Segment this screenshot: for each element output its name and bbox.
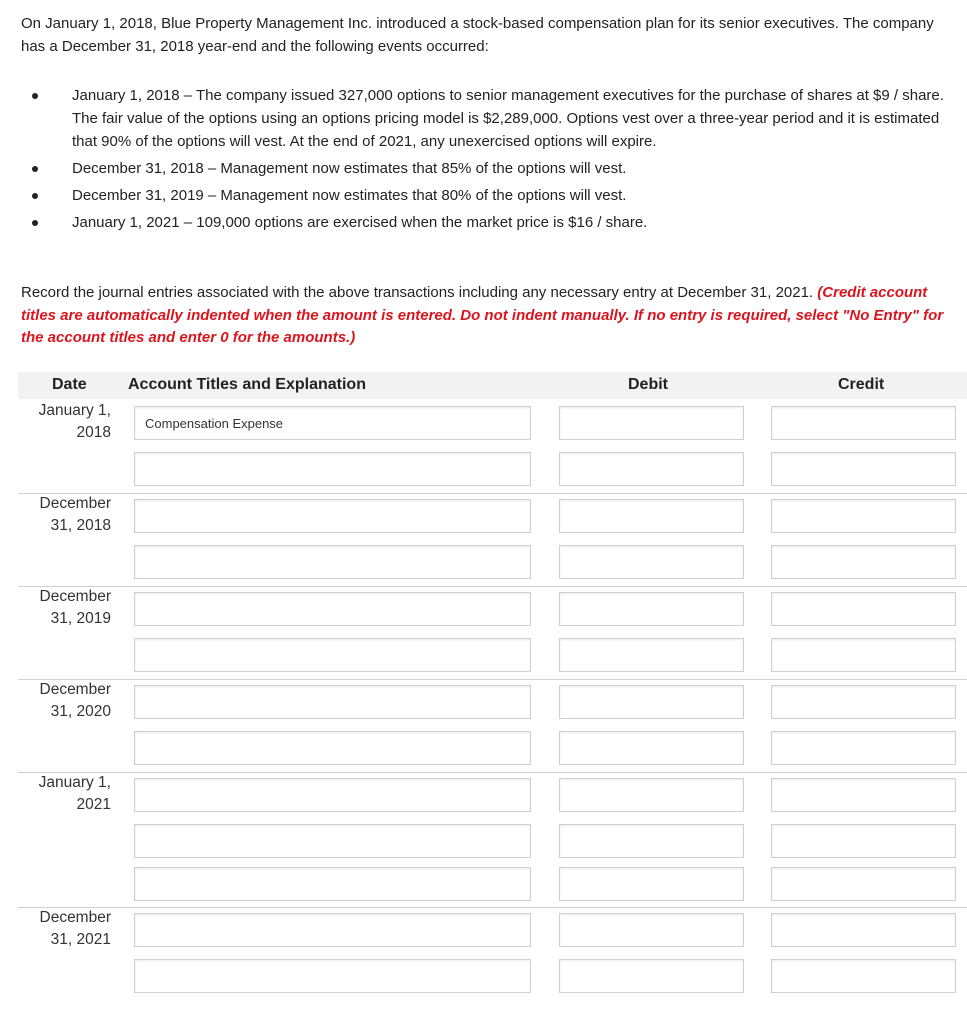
bullet-icon bbox=[32, 93, 38, 99]
account-title-input[interactable] bbox=[134, 452, 531, 486]
account-title-input[interactable] bbox=[134, 406, 531, 440]
journal-row bbox=[18, 824, 967, 858]
instructions-warning: (Credit account titles are automatically indented when the amount is entered. Do not indent manually. If no entry is required, select "No Entry" for the account titles and enter 0 for the amounts.) bbox=[21, 284, 944, 346]
entry-date-line1: December bbox=[39, 495, 111, 512]
journal-row bbox=[18, 778, 967, 812]
journal-row bbox=[18, 959, 967, 993]
entry-date-line1: December bbox=[39, 588, 111, 605]
account-title-input[interactable] bbox=[134, 592, 531, 626]
header-debit: Debit bbox=[628, 376, 668, 393]
event-list bbox=[0, 84, 967, 238]
account-title-input[interactable] bbox=[134, 731, 531, 765]
event-item bbox=[0, 184, 957, 207]
entry-date-line2: 2021 bbox=[76, 796, 111, 813]
debit-input[interactable] bbox=[559, 545, 744, 579]
debit-input[interactable] bbox=[559, 499, 744, 533]
credit-input[interactable] bbox=[771, 685, 956, 719]
debit-input[interactable] bbox=[559, 959, 744, 993]
credit-input[interactable] bbox=[771, 913, 956, 947]
account-title-input[interactable] bbox=[134, 638, 531, 672]
journal-entry-group bbox=[18, 679, 967, 773]
journal-entry-group bbox=[18, 772, 967, 908]
credit-input[interactable] bbox=[771, 778, 956, 812]
journal-row bbox=[18, 913, 967, 947]
entry-date-line1: December bbox=[39, 909, 111, 926]
entry-date-line2: 31, 2021 bbox=[50, 931, 111, 948]
instructions bbox=[21, 282, 951, 350]
journal-row bbox=[18, 452, 967, 486]
account-title-input[interactable] bbox=[134, 685, 531, 719]
debit-input[interactable] bbox=[559, 731, 744, 765]
journal-row bbox=[18, 499, 967, 533]
credit-input[interactable] bbox=[771, 731, 956, 765]
debit-input[interactable] bbox=[559, 406, 744, 440]
journal-entry-group bbox=[18, 586, 967, 680]
debit-input[interactable] bbox=[559, 452, 744, 486]
bullet-icon bbox=[32, 166, 38, 172]
journal-row bbox=[18, 685, 967, 719]
account-title-input[interactable] bbox=[134, 499, 531, 533]
journal-entry-group bbox=[18, 400, 967, 494]
credit-input[interactable] bbox=[771, 452, 956, 486]
account-title-input[interactable] bbox=[134, 959, 531, 993]
journal-row bbox=[18, 867, 967, 901]
journal-row bbox=[18, 406, 967, 440]
debit-input[interactable] bbox=[559, 592, 744, 626]
credit-input[interactable] bbox=[771, 867, 956, 901]
event-item bbox=[0, 211, 957, 234]
journal-row bbox=[18, 731, 967, 765]
event-text: January 1, 2021 – 109,000 options are exercised when the market price is $16 / share. bbox=[72, 214, 648, 231]
entry-date-line1: January 1, bbox=[38, 402, 111, 419]
journal-row bbox=[18, 592, 967, 626]
credit-input[interactable] bbox=[771, 545, 956, 579]
account-title-input[interactable] bbox=[134, 545, 531, 579]
problem-intro: On January 1, 2018, Blue Property Management Inc. introduced a stock-based compensation plan for its senior executives. The company has a December 31, 2018 year-end and the following events occurred: bbox=[21, 15, 934, 55]
debit-input[interactable] bbox=[559, 867, 744, 901]
credit-input[interactable] bbox=[771, 406, 956, 440]
event-item bbox=[0, 157, 957, 180]
bullet-icon bbox=[32, 193, 38, 199]
credit-input[interactable] bbox=[771, 638, 956, 672]
journal-entry-group bbox=[18, 907, 967, 1024]
header-date: Date bbox=[52, 376, 87, 393]
journal-row bbox=[18, 545, 967, 579]
instructions-text: Record the journal entries associated with the above transactions including any necessary entry at December 31, 2021. bbox=[21, 284, 818, 301]
debit-input[interactable] bbox=[559, 824, 744, 858]
debit-input[interactable] bbox=[559, 638, 744, 672]
entry-date-line2: 31, 2019 bbox=[50, 610, 111, 627]
entry-date-line2: 31, 2020 bbox=[50, 703, 111, 720]
journal-table-header bbox=[18, 372, 967, 399]
debit-input[interactable] bbox=[559, 913, 744, 947]
account-title-input[interactable] bbox=[134, 867, 531, 901]
header-account: Account Titles and Explanation bbox=[128, 376, 366, 393]
credit-input[interactable] bbox=[771, 824, 956, 858]
header-credit: Credit bbox=[838, 376, 885, 393]
entry-date-line2: 31, 2018 bbox=[50, 517, 111, 534]
debit-input[interactable] bbox=[559, 685, 744, 719]
credit-input[interactable] bbox=[771, 959, 956, 993]
entry-date-line2: 2018 bbox=[76, 424, 111, 441]
account-title-input[interactable] bbox=[134, 824, 531, 858]
event-text: December 31, 2019 – Management now estimates that 80% of the options will vest. bbox=[72, 187, 627, 204]
credit-input[interactable] bbox=[771, 592, 956, 626]
debit-input[interactable] bbox=[559, 778, 744, 812]
entry-date-line1: December bbox=[39, 681, 111, 698]
event-item bbox=[0, 84, 957, 153]
journal-row bbox=[18, 638, 967, 672]
event-text: January 1, 2018 – The company issued 327,000 options to senior management executives for the purchase of shares at $9 / share. The fair value of the options using an options pricing model is $2,289,000. Options vest over a three-year period and it is estimated that 90% of the options will vest. At the end of 2021, any unexercised options will expire. bbox=[72, 87, 944, 150]
entry-date-line1: January 1, bbox=[38, 774, 111, 791]
account-title-input[interactable] bbox=[134, 778, 531, 812]
journal-entry-group bbox=[18, 493, 967, 587]
credit-input[interactable] bbox=[771, 499, 956, 533]
account-title-input[interactable] bbox=[134, 913, 531, 947]
bullet-icon bbox=[32, 220, 38, 226]
event-text: December 31, 2018 – Management now estimates that 85% of the options will vest. bbox=[72, 160, 627, 177]
